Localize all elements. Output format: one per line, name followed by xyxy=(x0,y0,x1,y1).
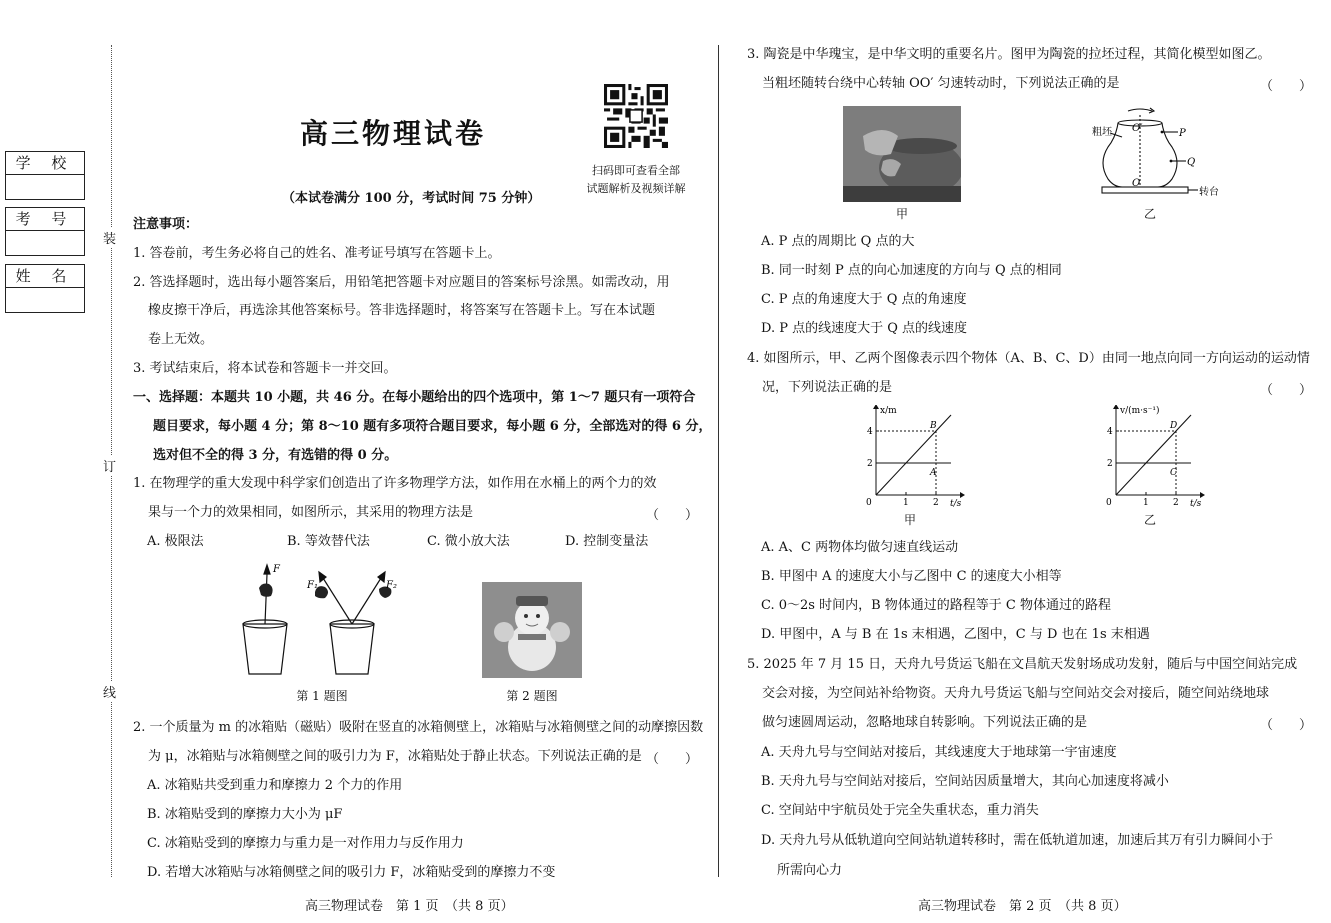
force-f1-label: F₁ xyxy=(307,580,318,591)
q1-option-c[interactable]: C. 微小放大法 xyxy=(427,534,510,549)
q4-option-d[interactable]: D. 甲图中，A 与 B 在 1s 末相遇，乙图中，C 与 D 也在 1s 末相遇 xyxy=(761,627,1150,642)
fridge-magnet-photo xyxy=(482,582,582,678)
seal-char-zhuang: 装 xyxy=(103,228,116,247)
number-box xyxy=(5,207,85,256)
y-axis-arrow xyxy=(873,405,879,409)
q2-stem: 2. 一个质量为 m 的冰箱贴（磁贴）吸附在竖直的冰箱侧壁上，冰箱贴与冰箱侧壁之间的动摩擦因数 xyxy=(133,720,704,735)
x-axis-label: t/s xyxy=(1190,499,1202,509)
axis-o-label: O xyxy=(1132,178,1141,189)
number-field[interactable] xyxy=(6,231,84,255)
chart-yi xyxy=(1100,405,1210,510)
section-heading-cont: 选对但不全的得 3 分，有选错的得 0 分。 xyxy=(153,448,398,463)
q3-answer-paren[interactable]: （ ） xyxy=(1260,79,1313,94)
school-box xyxy=(5,151,85,200)
point-q-label: Q xyxy=(1187,157,1196,168)
point-p-label: P xyxy=(1179,128,1186,139)
q1-figure-caption: 第 1 题图 xyxy=(296,689,348,703)
q1-answer-paren[interactable]: （ ） xyxy=(646,508,699,523)
q5-stem: 做匀速圆周运动，忽略地球自转影响。下列说法正确的是 xyxy=(762,715,1088,730)
number-label: 考 号 xyxy=(6,208,84,231)
q5-answer-paren[interactable]: （ ） xyxy=(1260,718,1313,733)
q3-stem: 当粗坯随转台绕中心转轴 OO′ 匀速转动时，下列说法正确的是 xyxy=(762,76,1120,91)
q5-stem: 交会对接，为空间站补给物资。天舟九号货运飞船与空间站交会对接后，随空间站绕地球 xyxy=(762,686,1270,701)
q3-fig-yi-label: 乙 xyxy=(1143,207,1156,221)
note-line: 卷上无效。 xyxy=(148,332,214,347)
q3-option-d[interactable]: D. P 点的线速度大于 Q 点的线速度 xyxy=(761,321,968,336)
q1-buckets-figure xyxy=(235,562,405,680)
q2-figure-caption: 第 2 题图 xyxy=(506,689,558,703)
x-tick-label: 2 xyxy=(933,498,939,508)
note-line: 1. 答卷前，考生务必将自己的姓名、准考证号填写在答题卡上。 xyxy=(133,246,501,261)
pottery-photo xyxy=(843,106,961,202)
q4-stem: 4. 如图所示，甲、乙两个图像表示四个物体（A、B、C、D）由同一地点向同一方向运动的运动情 xyxy=(747,351,1310,366)
page-1-footer: 高三物理试卷 第 1 页 （共 8 页） xyxy=(305,899,514,914)
note-line: 2. 答选择题时，选出每小题答案后，用铅笔把答题卡对应题目的答案标号涂黑。如需改动，用 xyxy=(133,275,670,290)
qr-caption-line-1: 扫码即可查看全部 xyxy=(592,164,680,177)
name-label: 姓 名 xyxy=(6,265,84,288)
school-field[interactable] xyxy=(6,175,84,199)
y-axis-label: x/m xyxy=(880,406,897,416)
q1-stem: 果与一个力的效果相同，如图所示，其采用的物理方法是 xyxy=(148,505,474,520)
q1-option-d[interactable]: D. 控制变量法 xyxy=(565,534,649,549)
q3-option-c[interactable]: C. P 点的角速度大于 Q 点的角速度 xyxy=(761,292,967,307)
q5-option-a[interactable]: A. 天舟九号与空间站对接后，其线速度大于地球第一宇宙速度 xyxy=(761,745,1117,760)
q3-option-a[interactable]: A. P 点的周期比 Q 点的大 xyxy=(761,234,915,249)
chart-yi-caption: 乙 xyxy=(1143,513,1156,527)
school-label: 学 校 xyxy=(6,152,84,175)
origin-tick-label: 0 xyxy=(1106,498,1112,508)
x-tick-label: 2 xyxy=(1173,498,1179,508)
q1-option-b[interactable]: B. 等效替代法 xyxy=(287,534,370,549)
q3-vessel-diagram xyxy=(1090,103,1230,203)
q5-option-d-cont: 所需向心力 xyxy=(777,863,843,878)
q2-option-c[interactable]: C. 冰箱贴受到的摩擦力与重力是一对作用力与反作用力 xyxy=(147,836,464,851)
qr-caption-line-2: 试题解析及视频详解 xyxy=(586,182,686,195)
chart-jia xyxy=(860,405,970,510)
page-title: 高三物理试卷 xyxy=(300,117,487,150)
y-axis-label: v/(m·s⁻¹) xyxy=(1120,406,1160,416)
x-axis-label: t/s xyxy=(950,499,962,509)
page-2-footer: 高三物理试卷 第 2 页 （共 8 页） xyxy=(918,899,1127,914)
point-label-a: A xyxy=(930,468,937,478)
series-line-b xyxy=(876,415,951,495)
name-box xyxy=(5,264,85,313)
q4-stem: 况，下列说法正确的是 xyxy=(762,380,893,395)
x-axis-arrow xyxy=(960,492,965,498)
q4-option-b[interactable]: B. 甲图中 A 的速度大小与乙图中 C 的速度大小相等 xyxy=(761,569,1062,584)
q2-option-b[interactable]: B. 冰箱贴受到的摩擦力大小为 μF xyxy=(147,807,343,822)
x-tick-label: 1 xyxy=(903,498,909,508)
q5-option-c[interactable]: C. 空间站中宇航员处于完全失重状态，重力消失 xyxy=(761,803,1039,818)
seal-char-xian: 线 xyxy=(103,682,116,701)
axis-o-top-label: O′ xyxy=(1132,123,1143,134)
force-f2-label: F₂ xyxy=(386,580,397,591)
y-tick-label: 4 xyxy=(1107,427,1113,437)
point-label-b: B xyxy=(930,421,937,431)
point-label-d: D xyxy=(1170,421,1178,431)
qr-code-icon[interactable] xyxy=(604,84,668,148)
page-divider xyxy=(718,45,719,877)
q5-stem: 5. 2025 年 7 月 15 日，天舟九号货运飞船在文昌航天发射场成功发射，随后与中国空间站完成 xyxy=(747,657,1298,672)
q1-option-a[interactable]: A. 极限法 xyxy=(147,534,204,549)
zhuantai-label: 转台 xyxy=(1199,187,1219,198)
y-tick-label: 4 xyxy=(867,427,873,437)
series-line-d xyxy=(1116,415,1191,495)
q4-option-c[interactable]: C. 0～2s 时间内，B 物体通过的路程等于 C 物体通过的路程 xyxy=(761,598,1111,613)
q1-stem: 1. 在物理学的重大发现中科学家们创造出了许多物理学方法，如作用在水桶上的两个力的效 xyxy=(133,476,657,491)
note-line: 橡皮擦干净后，再选涂其他答案标号。答非选择题时，将答案写在答题卡上。写在本试题 xyxy=(148,303,656,318)
point-label-c: C xyxy=(1170,468,1177,478)
x-tick-label: 1 xyxy=(1143,498,1149,508)
y-axis-arrow xyxy=(1113,405,1119,409)
exam-subtitle: （本试卷满分 100 分，考试时间 75 分钟） xyxy=(282,191,541,206)
q2-stem: 为 μ，冰箱贴与冰箱侧壁之间的吸引力为 F，冰箱贴处于静止状态。下列说法正确的是 xyxy=(148,749,642,764)
cupi-label: 粗坯 xyxy=(1092,127,1112,138)
name-field[interactable] xyxy=(6,288,84,312)
q4-option-a[interactable]: A. A、C 两物体均做匀速直线运动 xyxy=(761,540,959,555)
section-heading-cont: 题目要求，每小题 4 分；第 8～10 题有多项符合题目要求，每小题 6 分，全部选对的得 6 分， xyxy=(153,419,712,434)
notes-heading: 注意事项： xyxy=(133,217,199,232)
q2-option-a[interactable]: A. 冰箱贴共受到重力和摩擦力 2 个力的作用 xyxy=(147,778,403,793)
q2-answer-paren[interactable]: （ ） xyxy=(646,752,699,767)
origin-tick-label: 0 xyxy=(866,498,872,508)
y-tick-label: 2 xyxy=(1107,459,1113,469)
q2-option-d[interactable]: D. 若增大冰箱贴与冰箱侧壁之间的吸引力 F，冰箱贴受到的摩擦力不变 xyxy=(147,865,556,880)
force-f-label: F xyxy=(273,564,280,575)
q3-stem: 3. 陶瓷是中华瑰宝，是中华文明的重要名片。图甲为陶瓷的拉坯过程，其简化模型如图乙。 xyxy=(747,47,1271,62)
x-axis-arrow xyxy=(1200,492,1205,498)
chart-jia-caption: 甲 xyxy=(903,513,916,527)
qr-caption xyxy=(575,162,697,198)
q5-option-d[interactable]: D. 天舟九号从低轨道向空间站轨道转移时，需在低轨道加速，加速后其万有引力瞬间小于 xyxy=(761,833,1274,848)
q3-option-b[interactable]: B. 同一时刻 P 点的向心加速度的方向与 Q 点的相同 xyxy=(761,263,1062,278)
section-heading: 一、选择题：本题共 10 小题，共 46 分。在每小题给出的四个选项中，第 1～7 题只有一项符合 xyxy=(133,390,696,405)
note-line: 3. 考试结束后，将本试卷和答题卡一并交回。 xyxy=(133,361,397,376)
q4-answer-paren[interactable]: （ ） xyxy=(1260,383,1313,398)
q3-fig-jia-label: 甲 xyxy=(895,207,908,221)
q5-option-b[interactable]: B. 天舟九号与空间站对接后，空间站因质量增大，其向心加速度将减小 xyxy=(761,774,1169,789)
seal-char-ding: 订 xyxy=(103,456,116,475)
y-tick-label: 2 xyxy=(867,459,873,469)
